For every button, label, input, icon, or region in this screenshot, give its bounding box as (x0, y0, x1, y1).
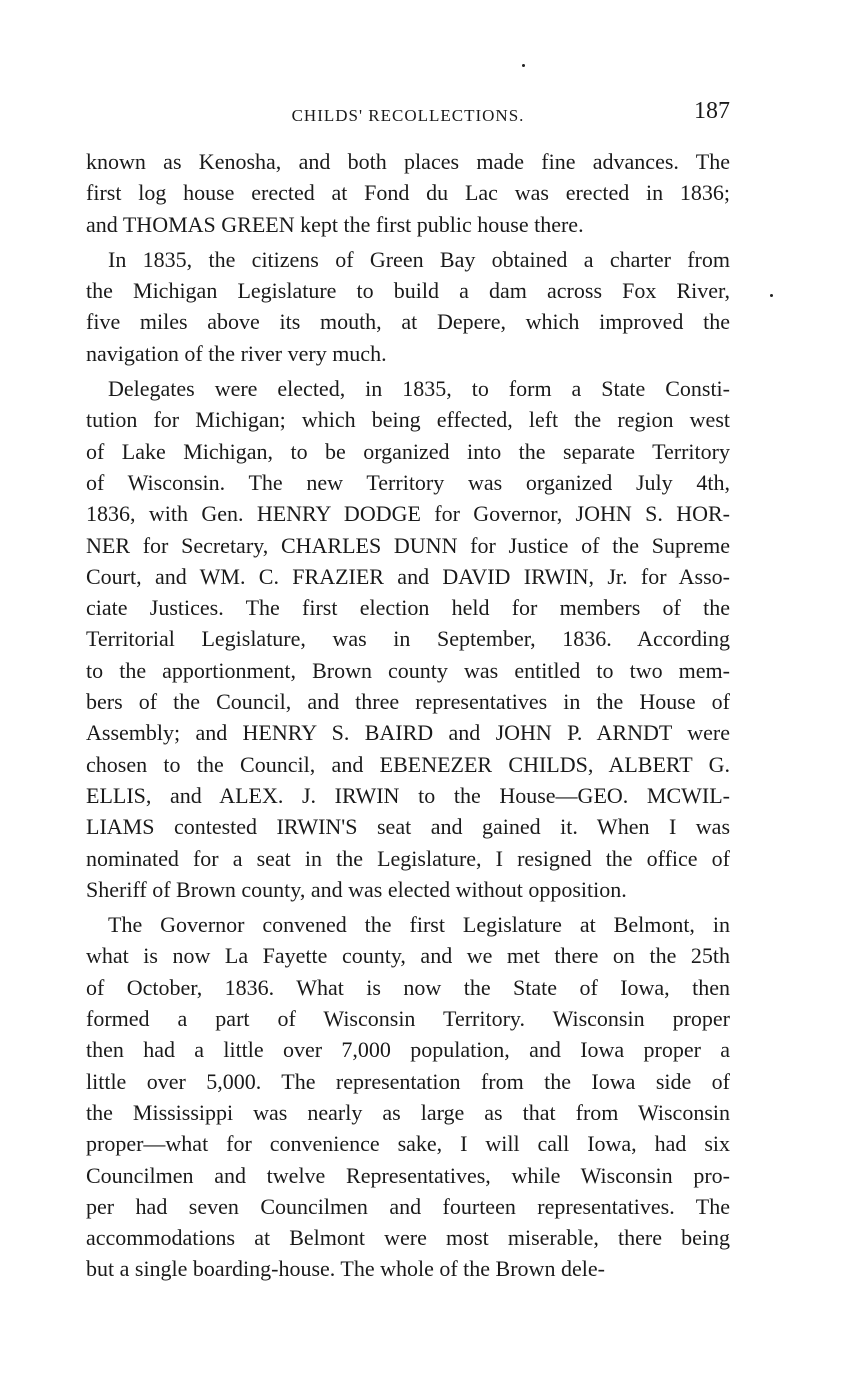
text-line: first log house erected at Fond du Lac was erected in 1836; (86, 180, 730, 206)
text-line: accommodations at Belmont were most miserable, there being (86, 1225, 730, 1251)
text-line: the Mississippi was nearly as large as that from Wisconsin (86, 1099, 730, 1125)
text-line: ciate Justices. The first election held for members of the (86, 595, 730, 621)
text-line: Territorial Legislature, was in September, 1836. According (86, 626, 730, 652)
text-line: chosen to the Council, and EBENEZER CHILDS, ALBERT G. (86, 751, 730, 777)
text-line: NER for Secretary, CHARLES DUNN for Justice of the Supreme (86, 532, 730, 558)
text-line: Court, and WM. C. FRAZIER and DAVID IRWIN, Jr. for Asso- (86, 563, 730, 589)
running-head: CHILDS' RECOLLECTIONS. (291, 106, 525, 125)
body-text (86, 146, 730, 1285)
text-line: five miles above its mouth, at Depere, which improved the (86, 309, 730, 335)
text-line: formed a part of Wisconsin Territory. Wisconsin proper (86, 1006, 730, 1032)
text-line: ELLIS, and ALEX. J. IRWIN to the House—GEO. MCWIL- (86, 782, 730, 808)
text-line: In 1835, the citizens of Green Bay obtained a charter from (108, 246, 730, 272)
text-line: then had a little over 7,000 population, and Iowa proper a (86, 1037, 730, 1063)
page-header (86, 98, 730, 134)
paragraph (86, 373, 730, 905)
text-line: LIAMS contested IRWIN'S seat and gained it. When I was (86, 814, 730, 840)
text-line: to the apportionment, Brown county was entitled to two mem- (86, 657, 730, 683)
text-line: Sheriff of Brown county, and was elected without opposition. (86, 876, 627, 902)
text-line: but a single boarding-house. The whole of the Brown dele- (86, 1256, 605, 1282)
text-line: proper—what for convenience sake, I will call Iowa, had six (86, 1131, 730, 1157)
text-line: what is now La Fayette county, and we met there on the 25th (86, 943, 730, 969)
text-line: nominated for a seat in the Legislature, I resigned the office of (86, 845, 730, 871)
text-line: Assembly; and HENRY S. BAIRD and JOHN P. ARNDT were (86, 720, 730, 746)
text-line: of Wisconsin. The new Territory was organized July 4th, (86, 469, 730, 495)
text-line: The Governor convened the first Legislature at Belmont, in (108, 912, 730, 938)
text-line: tution for Michigan; which being effected, left the region west (86, 407, 730, 433)
text-line: navigation of the river very much. (86, 340, 387, 366)
print-speck (770, 294, 773, 297)
text-line: known as Kenosha, and both places made fine advances. The (86, 149, 730, 174)
text-line: 1836, with Gen. HENRY DODGE for Governor, JOHN S. HOR- (86, 501, 730, 527)
text-line: little over 5,000. The representation from the Iowa side of (86, 1068, 730, 1094)
text-line: bers of the Council, and three representatives in the House of (86, 689, 730, 715)
page-number: 187 (694, 98, 730, 124)
print-speck (522, 64, 525, 67)
paragraph (86, 244, 730, 369)
paragraph (86, 146, 730, 240)
text-line: of Lake Michigan, to be organized into the separate Territory (86, 438, 730, 464)
text-line: the Michigan Legislature to build a dam across Fox River, (86, 278, 730, 304)
text-line: of October, 1836. What is now the State of Iowa, then (86, 974, 730, 1000)
text-line: Councilmen and twelve Representatives, while Wisconsin pro- (86, 1162, 730, 1188)
text-line: and THOMAS GREEN kept the first public house there. (86, 211, 584, 237)
paragraph (86, 909, 730, 1285)
text-line: per had seven Councilmen and fourteen representatives. The (86, 1193, 730, 1219)
text-line: Delegates were elected, in 1835, to form a State Consti- (108, 376, 730, 402)
